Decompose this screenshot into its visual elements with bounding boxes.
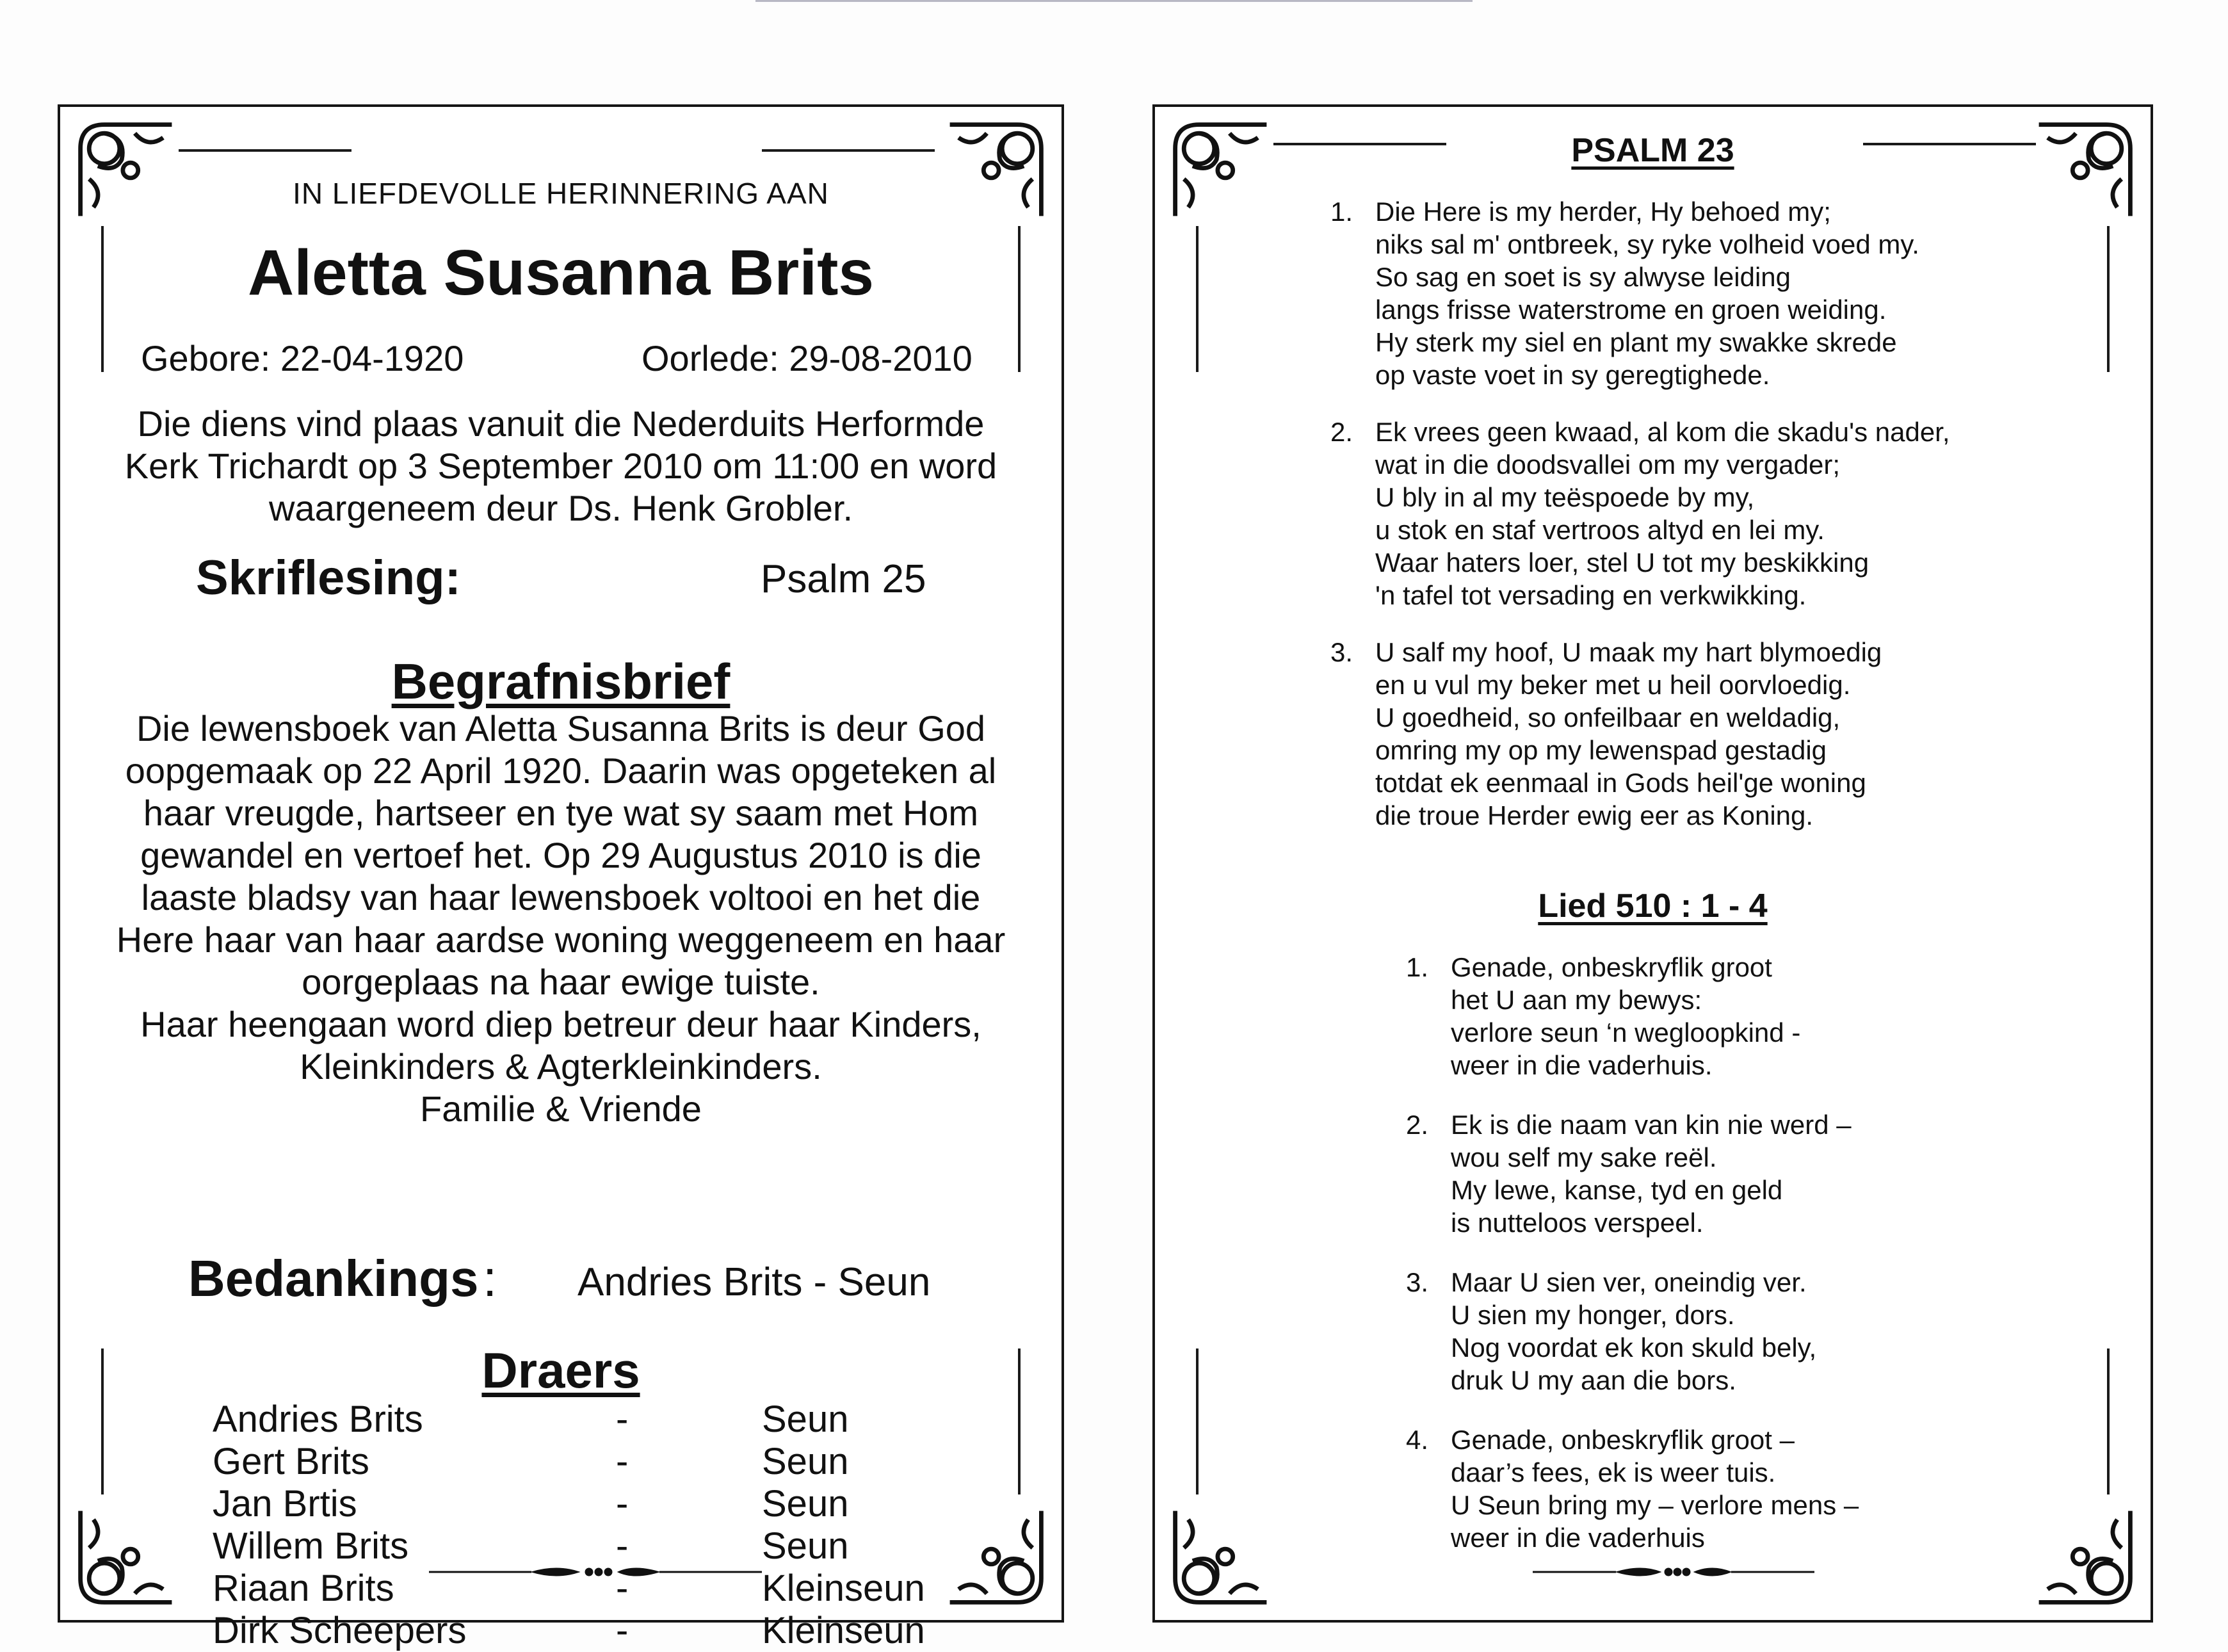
- verse-line: druk U my aan die bors.: [1451, 1365, 1736, 1395]
- letter-line: Die lewensboek van Aletta Susanna Brits is deur God: [136, 708, 986, 749]
- bearer-relation: Seun: [762, 1398, 849, 1440]
- letter-line: Here haar van haar aardse woning weggeneem en haar: [116, 919, 1006, 960]
- verse-line: Maar U sien ver, oneindig ver.: [1451, 1267, 1807, 1297]
- verse-line: totdat ek eenmaal in Gods heil'ge woning: [1375, 768, 1866, 798]
- verse-line: wou self my sake reël.: [1451, 1142, 1717, 1172]
- reading-value: Psalm 25: [761, 557, 926, 601]
- verse-number: 2.: [1406, 1110, 1429, 1140]
- verse-line: U Seun bring my – verlore mens –: [1451, 1490, 1859, 1520]
- ornament-divider-icon: [1533, 1562, 1814, 1582]
- psalm-title: PSALM 23: [1571, 132, 1734, 169]
- bearer-dash: -: [616, 1525, 629, 1567]
- service-text-line: waargeneem deur Ds. Henk Grobler.: [269, 488, 853, 528]
- bearer-name: Dirk Scheepers: [213, 1610, 467, 1651]
- letter-line: laaste bladsy van haar lewensboek voltooi en het die: [141, 877, 981, 918]
- verse-line: Genade, onbeskryflik groot –: [1451, 1425, 1795, 1455]
- ornament-line: [2107, 1348, 2110, 1494]
- bearer-row: [60, 1398, 1062, 1440]
- verse-line: omring my op my lewenspad gestadig: [1375, 735, 1827, 765]
- verse-line: Waar haters loer, stel U tot my beskikking: [1375, 547, 1869, 578]
- verse-line: Genade, onbeskryflik groot: [1451, 952, 1772, 982]
- memorial-pretitle: IN LIEFDEVOLLE HERINNERING AAN: [293, 177, 829, 210]
- verse-line: 'n tafel tot versading en verkwikking.: [1375, 580, 1807, 610]
- verse-line: daar’s fees, ek is weer tuis.: [1451, 1457, 1776, 1487]
- verse-line: Nog voordat ek kon skuld bely,: [1451, 1332, 1817, 1363]
- thanks-value: Andries Brits - Seun: [577, 1260, 931, 1304]
- scan-edge-line: [755, 0, 1473, 2]
- bearer-row: [60, 1609, 1062, 1651]
- verse-line: Ek vrees geen kwaad, al kom die skadu's nader,: [1375, 417, 1950, 447]
- deceased-name: Aletta Susanna Brits: [247, 237, 875, 309]
- letter-line: Kleinkinders & Agterkleinkinders.: [300, 1046, 822, 1087]
- bearer-name: Andries Brits: [213, 1398, 423, 1440]
- bearer-relation: Seun: [762, 1483, 849, 1525]
- verse-line: weer in die vaderhuis: [1451, 1523, 1705, 1553]
- verse-line: Die Here is my herder, Hy behoed my;: [1375, 197, 1831, 227]
- thanks-colon: :: [483, 1250, 497, 1307]
- reading-label: Skriflesing:: [196, 551, 461, 605]
- ornament-line: [762, 149, 935, 152]
- verse-line: So sag en soet is sy alwyse leiding: [1375, 262, 1791, 292]
- verse-line: die troue Herder ewig eer as Koning.: [1375, 800, 1814, 830]
- verse-line: U salf my hoof, U maak my hart blymoedig: [1375, 637, 1882, 667]
- verse-line: u stok en staf vertroos altyd en lei my.: [1375, 515, 1825, 545]
- verse-line: niks sal m' ontbreek, sy ryke volheid voed my.: [1375, 229, 1919, 259]
- verse-line: Hy sterk my siel en plant my swakke skrede: [1375, 327, 1897, 357]
- ornament-line: [1196, 1348, 1199, 1494]
- service-text-line: Die diens vind plaas vanuit die Nederduits Herformde: [137, 403, 985, 444]
- letter-line: haar vreugde, hartseer en tye wat sy saam met Hom: [143, 793, 979, 833]
- bearer-dash: -: [616, 1610, 629, 1651]
- birth-date: Gebore: 22-04-1920: [141, 338, 464, 378]
- verse-number: 2.: [1330, 417, 1353, 447]
- verse-line: langs frisse waterstrome en groen weiding.: [1375, 295, 1887, 325]
- verse-line: en u vul my beker met u heil oorvloedig.: [1375, 670, 1851, 700]
- bearer-row: [60, 1440, 1062, 1482]
- verse-line: is nutteloos verspeel.: [1451, 1208, 1704, 1238]
- verse-line: verlore seun ‘n wegloopkind -: [1451, 1017, 1801, 1048]
- hymn-title: Lied 510 : 1 - 4: [1538, 887, 1768, 925]
- letter-heading: Begrafnisbrief: [391, 653, 731, 709]
- ornament-line: [179, 149, 351, 152]
- bearer-relation: Seun: [762, 1441, 849, 1482]
- verse-number: 4.: [1406, 1425, 1429, 1455]
- ornament-line: [2107, 226, 2110, 372]
- bearer-name: Gert Brits: [213, 1441, 369, 1482]
- ornament-line: [1196, 226, 1199, 372]
- ornament-corner-icon: [2030, 1502, 2139, 1611]
- verse-line: weer in die vaderhuis.: [1451, 1050, 1713, 1080]
- letter-line: gewandel en vertoef het. Op 29 Augustus 2010 is die: [140, 835, 981, 875]
- bearer-name: Willem Brits: [213, 1525, 409, 1567]
- verse-number: 3.: [1406, 1267, 1429, 1297]
- verse-line: U sien my honger, dors.: [1451, 1300, 1735, 1330]
- left-page: [58, 104, 1064, 1651]
- bearer-relation: Kleinseun: [762, 1567, 925, 1609]
- verse-line: op vaste voet in sy geregtighede.: [1375, 360, 1770, 390]
- right-page: [1152, 104, 2153, 1623]
- bearer-dash: -: [616, 1567, 629, 1609]
- bearer-row: [60, 1525, 1062, 1567]
- bearers-heading: Draers: [481, 1342, 640, 1398]
- letter-line: Familie & Vriende: [420, 1089, 702, 1129]
- verse-line: U goedheid, so onfeilbaar en weldadig,: [1375, 702, 1841, 733]
- bearer-name: Riaan Brits: [213, 1567, 394, 1609]
- bearer-dash: -: [616, 1441, 629, 1482]
- bearer-dash: -: [616, 1483, 629, 1525]
- letter-line: Haar heengaan word diep betreur deur haar Kinders,: [140, 1004, 981, 1044]
- death-date: Oorlede: 29-08-2010: [642, 338, 973, 378]
- service-text-line: Kerk Trichardt op 3 September 2010 om 11:00 en word: [124, 446, 997, 486]
- bearer-relation: Kleinseun: [762, 1610, 925, 1651]
- bearer-relation: Seun: [762, 1525, 849, 1567]
- verse-line: U bly in al my teëspoede by my,: [1375, 482, 1755, 512]
- verse-number: 3.: [1330, 637, 1353, 667]
- verse-line: Ek is die naam van kin nie werd –: [1451, 1110, 1852, 1140]
- bearer-name: Jan Brtis: [213, 1483, 357, 1525]
- letter-line: oorgeplaas na haar ewige tuiste.: [302, 962, 820, 1002]
- letter-line: oopgemaak op 22 April 1920. Daarin was opgeteken al: [125, 750, 997, 791]
- bearer-dash: -: [616, 1398, 629, 1440]
- bearer-row: [60, 1567, 1062, 1609]
- verse-line: wat in die doodsvallei om my vergader;: [1375, 449, 1841, 480]
- ornament-corner-icon: [1166, 1502, 1275, 1611]
- verse-line: My lewe, kanse, tyd en geld: [1451, 1175, 1783, 1205]
- verse-number: 1.: [1406, 952, 1429, 982]
- verse-line: het U aan my bewys:: [1451, 985, 1702, 1015]
- verse-number: 1.: [1330, 197, 1353, 227]
- bearer-row: [60, 1482, 1062, 1525]
- thanks-label: Bedankings: [188, 1250, 479, 1307]
